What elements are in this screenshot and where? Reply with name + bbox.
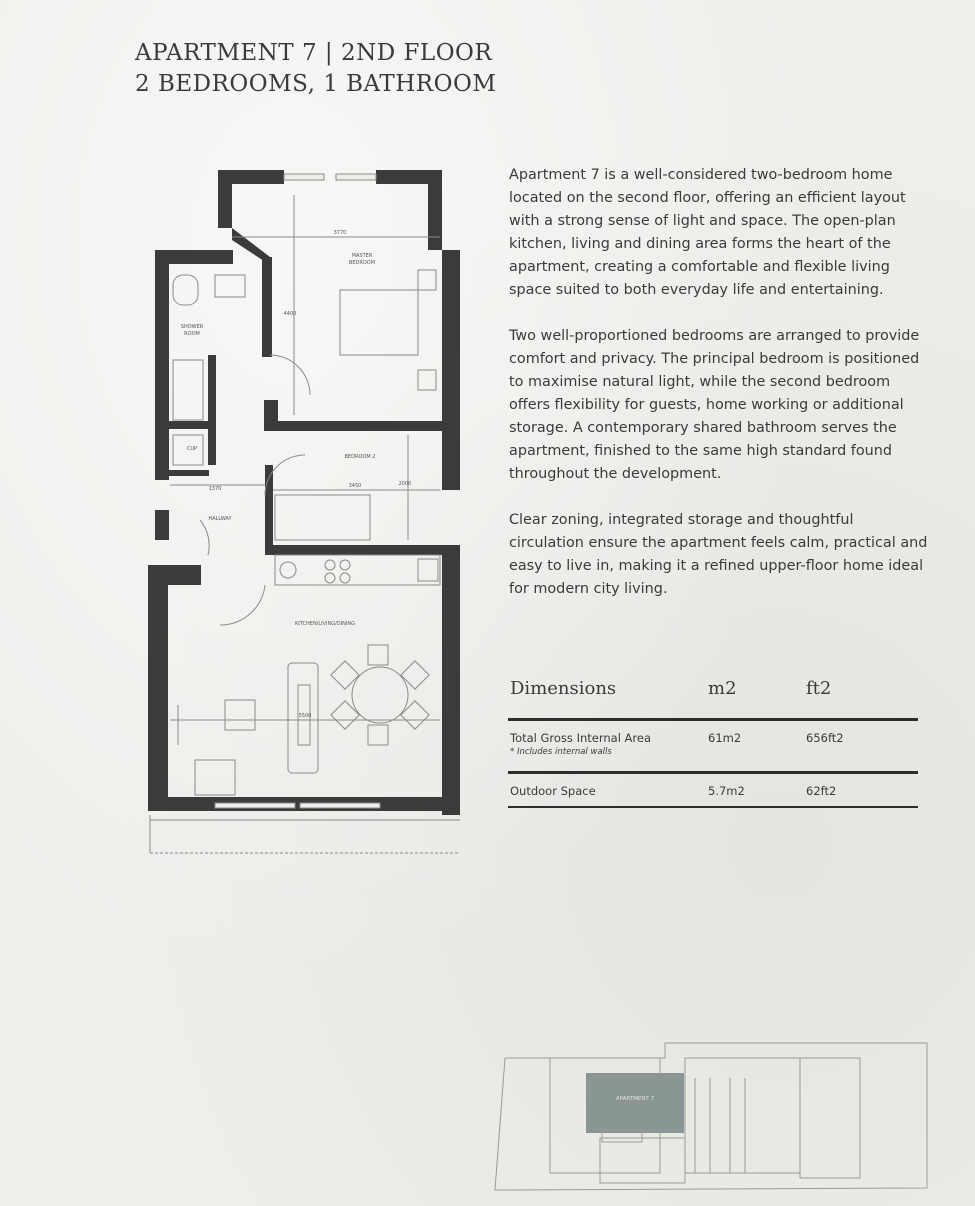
floor-plan-fixtures <box>150 195 460 853</box>
description-paragraph: Apartment 7 is a well-considered two-bedroom home located on the second floor, offering an efficient layout with a strong sense of light and space. The open-plan kitchen, living and dining area forms the heart of the apartment, creating a comfortable and flexible living space suited to both everyday life and entertaining. <box>509 167 906 298</box>
description-paragraph: Two well-proportioned bedrooms are arranged to provide comfort and privacy. The principal bedroom is positioned to maximise natural light, while the second bedroom offers flexibility for guests, home working or additional storage. A contemporary shared bathroom serves the apartment, finished to the same high standard found throughout the development. <box>509 328 920 482</box>
description <box>509 164 929 624</box>
key-plan-outline <box>495 1043 927 1190</box>
key-plan <box>490 1038 930 1198</box>
dimension-label: 3450 <box>348 483 362 489</box>
unit-ft2-header: ft2 <box>806 678 832 699</box>
key-plan-label: APARTMENT 7 <box>615 1096 655 1102</box>
table-row <box>508 721 918 773</box>
dimension-label: 5500 <box>298 713 312 719</box>
room-label-master: MASTER BEDROOM <box>348 253 376 266</box>
floor-plan-labels <box>181 230 412 719</box>
unit-m2-header: m2 <box>708 678 737 699</box>
key-plan-apartment-highlight <box>586 1073 684 1133</box>
row-label: Outdoor Space <box>510 784 596 798</box>
room-label-bedroom2: BEDROOM 2 <box>344 454 376 460</box>
room-label-kitchen: KITCHEN/LIVING/DINING <box>295 621 355 627</box>
dimension-label: 4400 <box>283 311 297 317</box>
row-m2: 61m2 <box>708 731 742 745</box>
title-line-apartment: APARTMENT 7 | 2ND FLOOR <box>135 40 493 66</box>
row-ft2: 656ft2 <box>806 731 844 745</box>
dimension-label: 3770 <box>333 230 347 236</box>
row-note: * Includes internal walls <box>510 747 612 757</box>
dimension-label: 2000 <box>398 481 412 487</box>
dimensions-table <box>508 674 918 808</box>
description-paragraph: Clear zoning, integrated storage and thoughtful circulation ensure the apartment feels calm, practical and easy to live in, making it a refined upper-floor home ideal for modern city living. <box>509 512 928 597</box>
row-label: Total Gross Internal Area <box>510 731 652 745</box>
title-line-rooms: 2 BEDROOMS, 1 BATHROOM <box>135 71 497 97</box>
table-row <box>508 772 918 808</box>
room-label-shower: SHOWER ROOM <box>180 324 204 337</box>
row-m2: 5.7m2 <box>708 784 745 798</box>
room-label-hallway: HALLWAY <box>208 516 232 522</box>
page-title <box>135 38 496 100</box>
room-label-cup: CUP <box>186 446 198 452</box>
floor-plan <box>140 165 470 865</box>
dimensions-heading: Dimensions <box>510 678 617 699</box>
dimensions-header <box>508 674 918 721</box>
dimension-label: 1370 <box>208 486 222 492</box>
row-ft2: 62ft2 <box>806 784 837 798</box>
